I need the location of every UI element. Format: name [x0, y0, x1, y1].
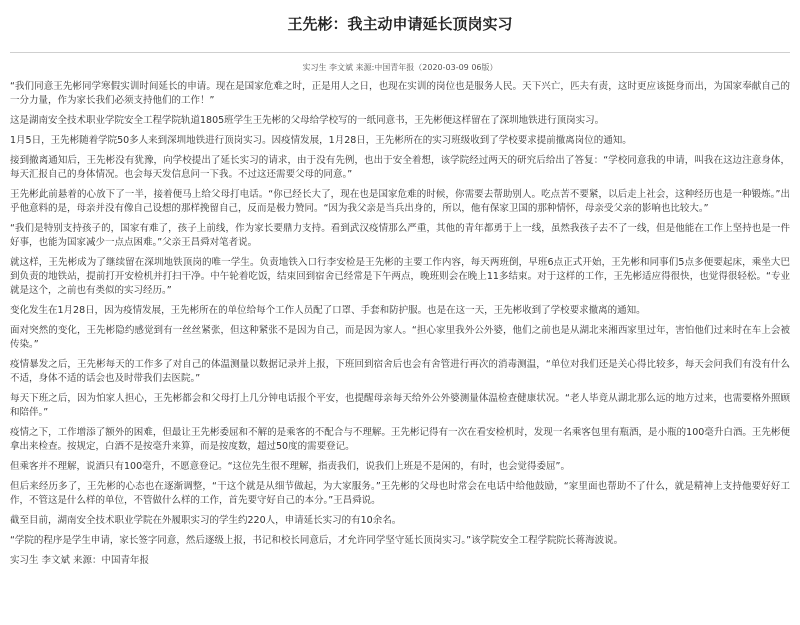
article-paragraph: 疫情暴发之后，王先彬每天的工作多了对自己的体温测量以数据记录并上报，下班回到宿舍后也会有舍管进行再次的消毒测温，“单位对我们还是关心得比较多，每天会问我们有没有什么不适，身体不适的话会也及时带我们去医院。”: [10, 359, 790, 384]
article-paragraph: 王先彬此前悬着的心放下了一半，接着便马上给父母打电话。“你已经长大了，现在也是国家危难的时候，你需要去帮助别人。吃点苦不要紧，以后走上社会，这种经历也是一种锻炼。”出乎他意料的是，母亲并没有像自己设想的那样挽留自己，反而是极力赞同。“因为我父亲是当兵出身的，所以，他有保家卫国的那种情怀，母亲受父亲的影响也比较大。”: [10, 189, 790, 214]
article-paragraph: “我们同意王先彬同学寒假实训时间延长的申请。现在是国家危难之时，正是用人之日，也现在实训的岗位也是服务人民。天下兴亡，匹夫有责，这时更应该挺身而出，为国家奉献自己的一分力量，作为家长我们必须支持他们的工作！”: [10, 81, 790, 106]
article-paragraph: 截至目前，湖南安全技术职业学院在外履职实习的学生约220人，申请延长实习的有10余名。: [10, 515, 402, 526]
title-divider: [10, 52, 790, 53]
article-body: [10, 80, 790, 568]
article-paragraph: 面对突然的变化，王先彬隐约感觉到有一丝丝紧张，但这种紧张不是因为自己，而是因为家人。“担心家里我外公外婆，他们之前也是从湖北来湘西家里过年，害怕他们过来时在车上会被传染。”: [10, 325, 790, 350]
article-paragraph: 这是湖南安全技术职业学院安全工程学院轨道1805班学生王先彬的父母给学校写的一纸同意书，王先彬便这样留在了深圳地铁进行顶岗实习。: [10, 115, 605, 126]
article-paragraph: 接到撤离通知后，王先彬没有犹豫，向学校提出了延长实习的请求，由于没有先例，也出于安全着想，该学院经过两天的研究后给出了答复：“学校同意我的申请，叫我在这边注意身体，每天汇报自己的身体情况。也会每天发信息问一下我。不过这还需要父母的同意。”: [10, 155, 790, 180]
article-paragraph: 但后来经历多了，王先彬的心态也在逐渐调整，“干这个就是从细节做起，为大家服务。”王先彬的父母也时常会在电话中给他鼓励，“家里面也帮助不了什么，就是精神上支持他要好好工作，不管这是什么样的单位，不管做什么样的工作，首先要守好自己的本分。”王昌舜说。: [10, 481, 790, 506]
article-paragraph: 就这样，王先彬成为了继续留在深圳地铁顶岗的唯一学生。负责地铁入口行李安检是王先彬的主要工作内容，每天两班倒，早班6点正式开始，王先彬和同事们5点多便要起床，乘坐大巴到负责的地铁站，提前打开安检机并打扫干净。中午轮着吃饭，结束回到宿舍已经常是下午两点，晚班则会在晚上11多结束。对于这样的工作，王先彬适应得很快，也觉得很轻松。“专业就是这个，之前也有类似的实习经历。”: [10, 257, 790, 296]
article-byline: 实习生 李文斌 来源:中国青年报（2020-03-09 06版）: [302, 63, 498, 72]
article-paragraph: “学院的程序是学生申请，家长签字同意，然后逐级上报，书记和校长同意后，才允许同学坚守延长顶岗实习。”该学院安全工程学院院长蒋海波说。: [10, 535, 624, 546]
article-paragraph: 变化发生在1月28日，因为疫情发展，王先彬所在的单位给每个工作人员配了口罩、手套和防护服。也是在这一天，王先彬收到了学校要求撤离的通知。: [10, 305, 646, 316]
article-paragraph: 每天下班之后，因为怕家人担心，王先彬都会和父母打上几分钟电话报个平安，也提醒母亲每天给外公外婆测量体温检查健康状况。“老人毕竟从湖北那么远的地方过来，也需要格外照顾和陪伴。”: [10, 393, 790, 418]
article-title: 王先彬：我主动申请延长顶岗实习: [287, 15, 513, 33]
article-paragraph: 疫情之下，工作增添了额外的困难，但最让王先彬委屈和不解的是乘客的不配合与不理解。王先彬记得有一次在看安检机时，发现一名乘客包里有瓶酒，是小瓶的100毫升白酒。王先彬便拿出来检查。按规定，白酒不是按毫升来算，而是按度数，超过50度的需要登记。: [10, 427, 790, 452]
article-paragraph: “我们是特别支持孩子的，国家有难了，孩子上前线，作为家长要鼎力支持。看到武汉疫情那么严重，其他的青年都勇于上一线，虽然我孩子去不了一线，但是他能在工作上坚持也是一件好事，也能为国家减少一点点困难。”父亲王昌舜对笔者说。: [10, 223, 790, 248]
article-paragraph: 但乘客并不理解，说酒只有100毫升，不愿意登记。“这位先生很不理解，指责我们，说我们上班是不是闲的，有时，也会觉得委屈”。: [10, 461, 570, 472]
article-footer-source: 实习生 李文斌 来源：中国青年报: [10, 555, 150, 566]
article-paragraph: 1月5日，王先彬随着学院50多人来到深圳地铁进行顶岗实习。因疫情发展，1月28日，王先彬所在的实习班级收到了学校要求提前撤离岗位的通知。: [10, 135, 632, 146]
